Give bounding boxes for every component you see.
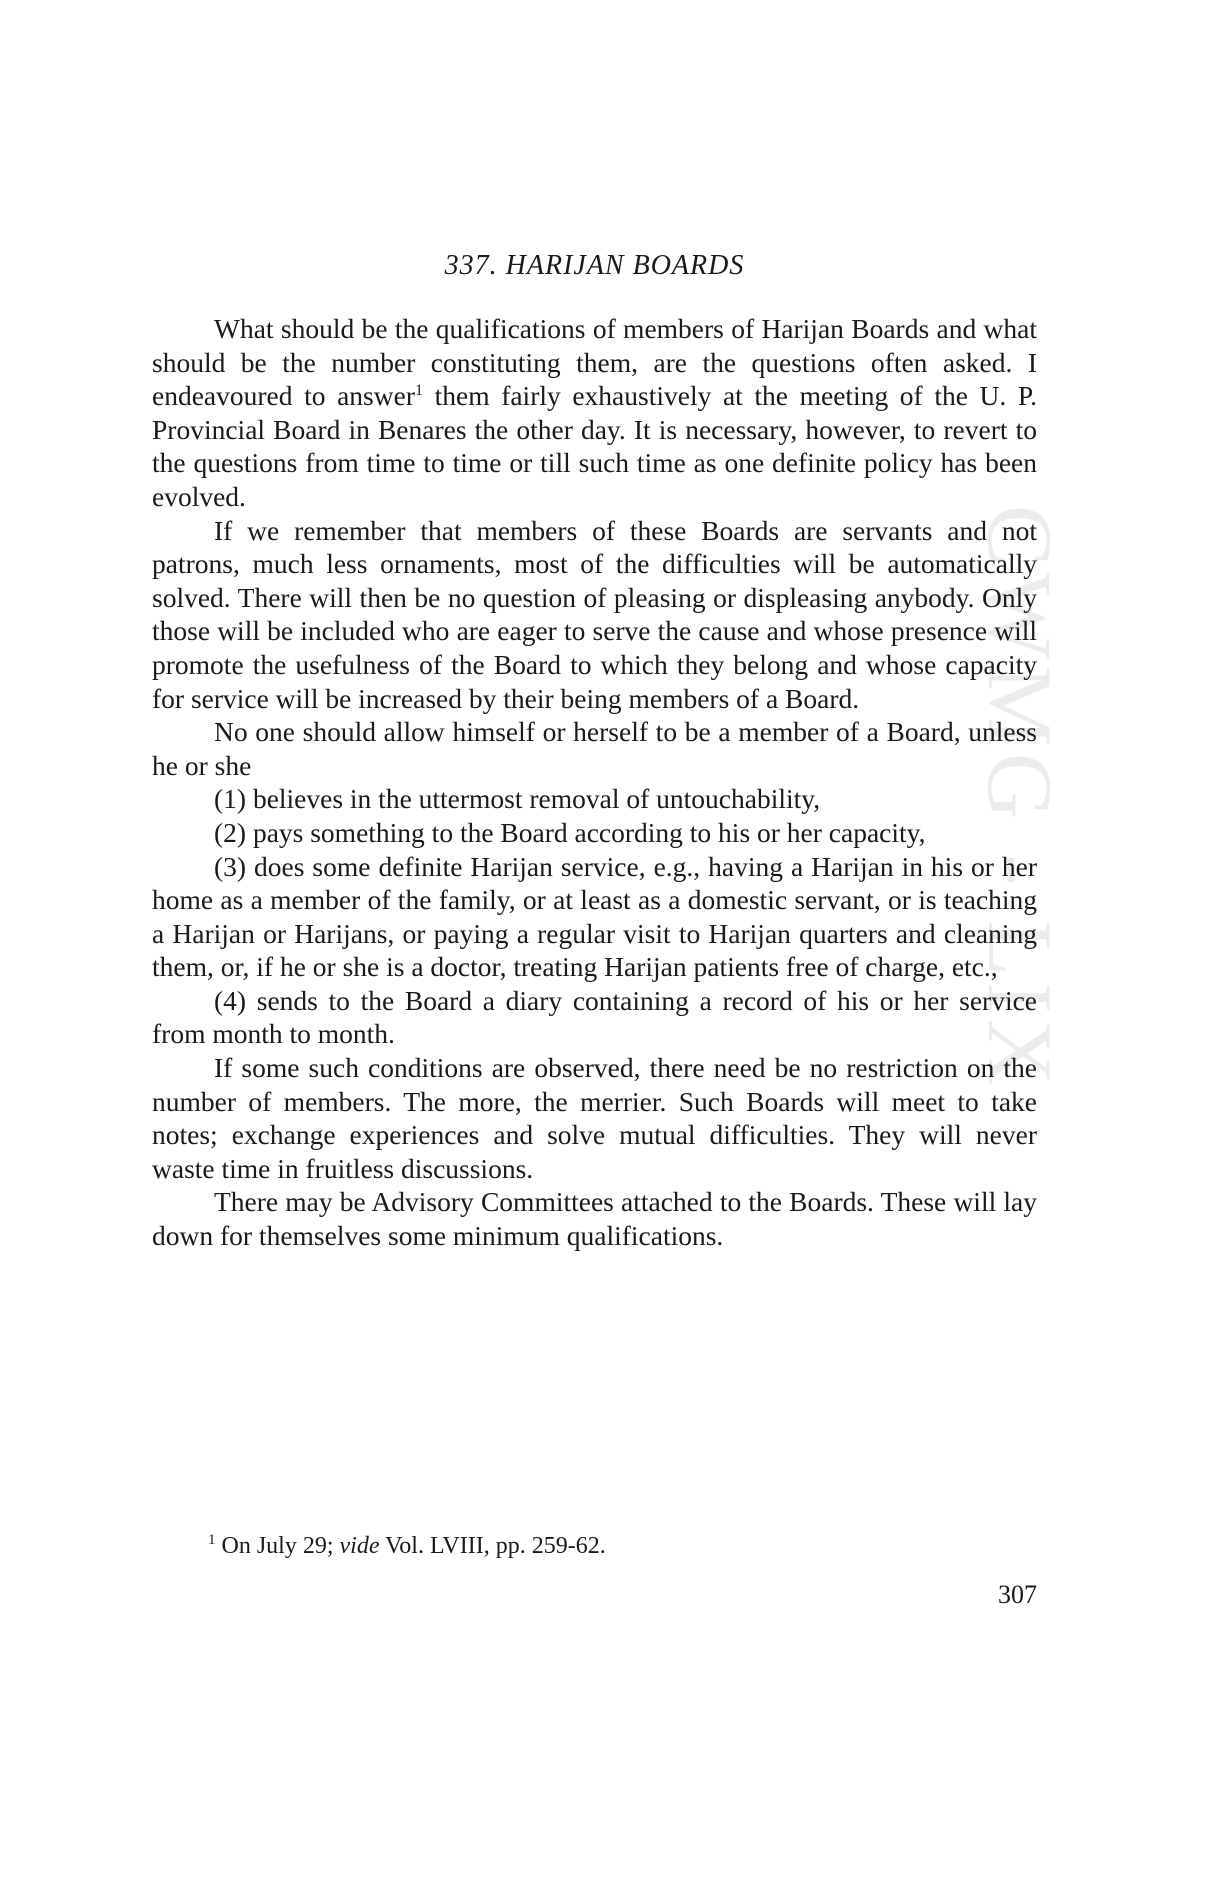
footnote-reference[interactable]: 1 bbox=[414, 382, 423, 400]
article-body bbox=[152, 312, 1037, 1253]
paragraph: If some such conditions are observed, there need be no restriction on the number of members. The more, the merrier. Such Boards will meet to take notes; exchange experiences and solve mutual difficulties. They will never waste time in fruitless discussions. bbox=[152, 1052, 1037, 1184]
list-item: (2) pays something to the Board according to his or her capacity, bbox=[214, 816, 926, 848]
page-title: 337. HARIJAN BOARDS bbox=[444, 250, 745, 281]
footnote: $^1$ On July 29; vide Vol. LVIII, pp. 259-62. bbox=[208, 1532, 606, 1559]
list-item: (1) believes in the uttermost removal of untouchability, bbox=[214, 783, 821, 815]
list-item: (4) sends to the Board a diary containing a record of his or her service from month to month. bbox=[152, 984, 1037, 1050]
paragraph: There may be Advisory Committees attached to the Boards. These will lay down for themselves some minimum qualifications. bbox=[152, 1186, 1037, 1252]
paragraph: What should be the qualifications of members of Harijan Boards and what should be the number constituting them, are the questions often asked. I endeavoured to answer$^1$ them fairly exhaustively at the meeting of the U. P. Provincial Board in Benares the other day. It is necessary, however, to revert to the questions from time to time or till such time as one definite policy has been evolved. bbox=[152, 313, 1037, 512]
list-item: (3) does some definite Harijan service, e.g., having a Harijan in his or her home as a member of the family, or at least as a domestic servant, or is teaching a Harijan or Harijans, or paying a regular visit to Harijan quarters and cleaning them, or, if he or she is a doctor, treating Harijan patients free of charge, etc., bbox=[152, 850, 1037, 983]
page-number: 307 bbox=[998, 1580, 1037, 1609]
paragraph: No one should allow himself or herself to be a member of a Board, unless he or she bbox=[152, 716, 1037, 781]
paragraph: If we remember that members of these Boards are servants and not patrons, much less ornaments, most of the difficulties will be automatically solved. There will then be no question of pleasing or displeasing anybody. Only those will be included who are eager to serve the cause and whose presence will promote the usefulness of the Board to which they belong and whose capacity for service will be increased by their being members of a Board. bbox=[152, 514, 1037, 714]
watermark-text: CWMG - LIX bbox=[969, 505, 1071, 1092]
